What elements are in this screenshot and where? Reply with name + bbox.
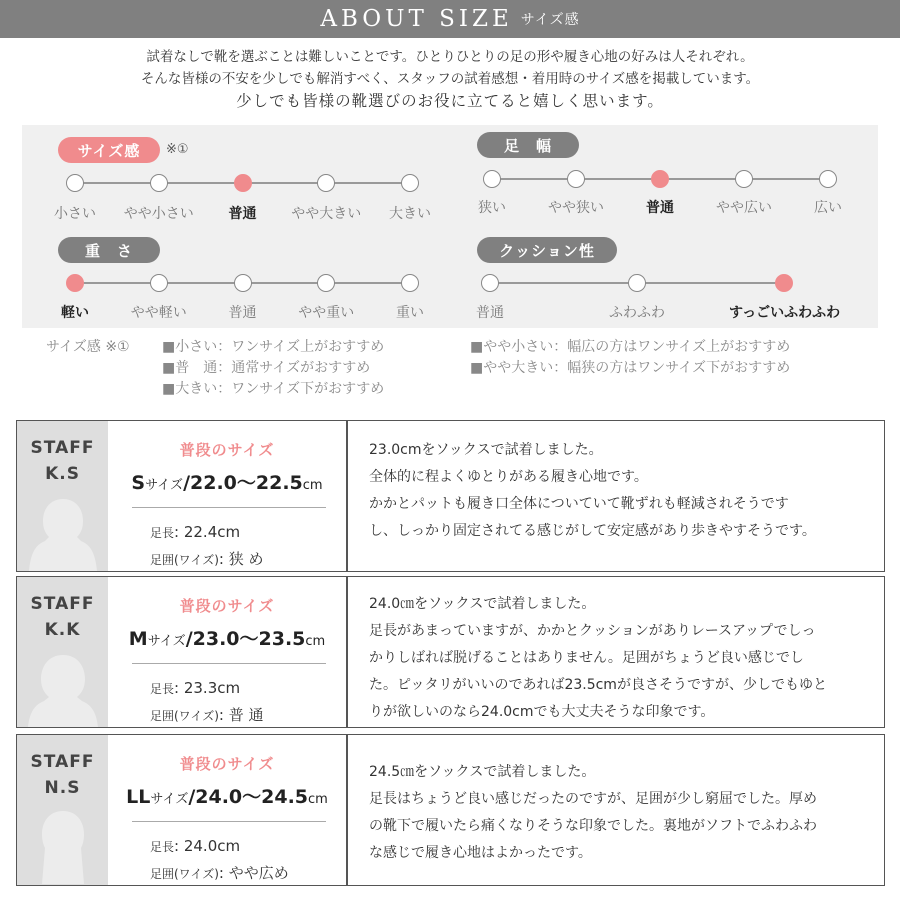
size-range: /23.0〜23.5 — [185, 628, 306, 650]
foot-girth — [150, 862, 289, 883]
width-scale-label: 狭い — [478, 200, 506, 216]
size-letter: M — [128, 628, 148, 650]
staff-comment — [369, 437, 874, 545]
size-unit: cm — [308, 792, 328, 807]
comment-line: し、しっかり固定されてる感じがして安定感があり歩きやすそうです。 — [369, 523, 816, 539]
comment-line: りが欲しいのなら24.0cmでも大丈夫そうな印象です。 — [369, 704, 715, 720]
foot-girth-label: 足囲(ワイズ) — [150, 867, 219, 881]
foot-girth-value: : やや広め — [218, 864, 289, 882]
staff-label-word: STAFF — [30, 438, 95, 458]
usual-size-heading: 普段のサイズ — [179, 755, 275, 773]
usual-size-heading: 普段のサイズ — [179, 597, 275, 615]
size-letter: S — [131, 472, 146, 494]
weight-scale-label: 普通 — [228, 305, 257, 321]
staff-label-word: STAFF — [30, 752, 95, 772]
size-word: サイズ — [147, 634, 186, 649]
divider — [132, 663, 326, 664]
size-range: /24.0〜24.5 — [188, 786, 309, 808]
foot-length — [150, 679, 240, 697]
comment-line: の靴下で履いたら痛くなりそうな印象でした。裏地がソフトでふわふわ — [369, 818, 817, 834]
width-scale-point — [819, 170, 837, 188]
size-range: /22.0〜22.5 — [183, 472, 303, 494]
size-scale-label: 普通 — [228, 206, 257, 222]
staff-comment — [369, 759, 874, 867]
foot-length-label: 足長 — [150, 526, 175, 540]
size-scale-label: やや小さい — [123, 206, 194, 222]
foot-length-value: : 22.4cm — [174, 523, 241, 541]
legend-right-item: ■やや小さい：幅広の方はワンサイズ上がおすすめ — [470, 339, 791, 355]
foot-length-value: : 24.0cm — [174, 837, 241, 855]
comment-line: 23.0cmをソックスで試着しました。 — [369, 442, 603, 458]
comment-line: な感じで履き心地はよかったです。 — [369, 845, 592, 861]
staff-comment — [369, 591, 874, 726]
legend-left-item: ■普 通：通常サイズがおすすめ — [162, 360, 371, 376]
staff-card-kk — [16, 576, 885, 728]
column-divider — [346, 421, 348, 571]
intro-line-1: 試着なしで靴を選ぶことは難しいことです。ひとりひとりの足の形や履き心地の好みは人それぞれ。 — [146, 49, 754, 65]
staff-initials: K.K — [44, 620, 81, 640]
size-letter: LL — [126, 786, 151, 808]
comment-line: 24.0㎝をソックスで試着しました。 — [369, 596, 596, 612]
foot-girth-label: 足囲(ワイズ) — [150, 709, 219, 723]
scale-panel — [22, 125, 878, 328]
size-scale-title: サイズ感 — [58, 137, 160, 163]
width-scale-label: やや狭い — [548, 200, 604, 216]
header-title-en: ABOUT SIZE — [320, 6, 513, 32]
size-scale-point — [150, 174, 168, 192]
usual-size — [108, 468, 346, 495]
weight-scale-label: やや重い — [298, 305, 355, 321]
cushion-scale-label: ふわふわ — [609, 305, 665, 321]
size-info — [108, 577, 346, 727]
legend-right-item: ■やや大きい：幅狭の方はワンサイズ下がおすすめ — [470, 360, 791, 376]
foot-girth-value: : 狭 め — [218, 550, 264, 568]
cushion-scale-point — [628, 274, 646, 292]
cushion-scale-point — [775, 274, 793, 292]
size-word: サイズ — [145, 478, 184, 493]
column-divider — [346, 577, 348, 727]
foot-girth — [150, 548, 263, 569]
weight-scale-label: やや軽い — [130, 305, 187, 321]
comment-line: かりしばれば脱げることはありません。足囲がちょうど良い感じでし — [369, 650, 804, 666]
staff-initials: K.S — [45, 464, 80, 484]
weight-scale-point — [401, 274, 419, 292]
weight-scale-label: 軽い — [61, 305, 89, 321]
size-scale-label: 大きい — [389, 206, 431, 222]
size-info — [108, 421, 346, 571]
staff-card-ns — [16, 734, 885, 886]
size-scale-point — [234, 174, 252, 192]
size-scale-point — [66, 174, 84, 192]
size-unit: cm — [302, 478, 323, 493]
intro-text — [0, 46, 900, 112]
foot-length — [150, 523, 240, 541]
weight-scale-point — [150, 274, 168, 292]
size-info — [108, 735, 346, 885]
comment-line: 全体的に程よくゆとりがある履き心地です。 — [369, 469, 648, 485]
header-title-jp: サイズ感 — [520, 12, 580, 28]
legend-prefix: サイズ感 ※① — [46, 339, 130, 355]
intro-line-3: 少しでも皆様の靴選びのお役に立てると嬉しく思います。 — [236, 92, 664, 110]
usual-size — [108, 624, 346, 651]
foot-girth-value: : 普 通 — [218, 706, 264, 724]
staff-silhouette-icon — [27, 491, 99, 571]
legend-left-item: ■小さい：ワンサイズ上がおすすめ — [162, 339, 385, 355]
weight-scale-point — [66, 274, 84, 292]
foot-length — [150, 837, 240, 855]
staff-label — [17, 591, 108, 643]
size-unit: cm — [305, 634, 326, 649]
staff-sidebar — [17, 421, 108, 571]
column-divider — [346, 735, 348, 885]
legend-left — [162, 337, 384, 400]
usual-size-heading: 普段のサイズ — [179, 441, 275, 459]
size-scale-point — [317, 174, 335, 192]
width-scale-label: やや広い — [716, 200, 772, 216]
width-scale-label: 普通 — [646, 200, 674, 216]
comment-line: 24.5㎝をソックスで試着しました。 — [369, 764, 596, 780]
divider — [132, 821, 326, 822]
staff-silhouette-icon — [27, 647, 99, 727]
staff-sidebar — [17, 735, 108, 885]
foot-girth-label: 足囲(ワイズ) — [150, 553, 219, 567]
header-bar — [0, 0, 900, 38]
cushion-scale-title: クッション性 — [477, 237, 617, 263]
width-scale-title: 足 幅 — [477, 132, 579, 158]
cushion-scale-point — [481, 274, 499, 292]
staff-label — [17, 435, 108, 487]
size-word: サイズ — [150, 792, 189, 807]
size-scale-point — [401, 174, 419, 192]
width-scale-point — [735, 170, 753, 188]
staff-label-word: STAFF — [30, 594, 95, 614]
staff-sidebar — [17, 577, 108, 727]
foot-length-label: 足長 — [150, 682, 175, 696]
staff-initials: N.S — [44, 778, 81, 798]
usual-size — [108, 782, 346, 809]
divider — [132, 507, 326, 508]
staff-silhouette-icon — [27, 805, 99, 885]
width-scale-point — [483, 170, 501, 188]
width-scale-label: 広い — [814, 200, 842, 216]
legend-right — [470, 337, 790, 379]
weight-scale-point — [234, 274, 252, 292]
foot-length-value: : 23.3cm — [174, 679, 241, 697]
size-scale-note: ※① — [166, 142, 189, 157]
weight-scale-label: 重い — [396, 305, 424, 321]
size-scale-label: 小さい — [54, 206, 96, 222]
width-scale-point — [567, 170, 585, 188]
foot-length-label: 足長 — [150, 840, 175, 854]
intro-line-2: そんな皆様の不安を少しでも解消すべく、スタッフの試着感想・着用時のサイズ感を掲載しています。 — [140, 71, 760, 87]
weight-scale-point — [317, 274, 335, 292]
staff-card-ks — [16, 420, 885, 572]
comment-line: た。ピッタリがいいのであれば23.5cmが良さそうですが、少しでもゆと — [369, 677, 827, 693]
staff-label — [17, 749, 108, 801]
legend-left-item: ■大きい：ワンサイズ下がおすすめ — [162, 381, 385, 397]
width-scale-point — [651, 170, 669, 188]
weight-scale-title: 重 さ — [58, 237, 160, 263]
cushion-scale-label: すっごいふわふわ — [729, 305, 841, 321]
comment-line: かかとパットも履き口全体についていて靴ずれも軽減されそうです — [369, 496, 789, 512]
size-scale-label: やや大きい — [291, 206, 362, 222]
comment-line: 足長があまっていますが、かかとクッションがありレースアップでしっ — [369, 623, 816, 639]
comment-line: 足長はちょうど良い感じだったのですが、足囲が少し窮屈でした。厚め — [369, 791, 817, 807]
foot-girth — [150, 704, 263, 725]
cushion-scale-label: 普通 — [476, 305, 504, 321]
